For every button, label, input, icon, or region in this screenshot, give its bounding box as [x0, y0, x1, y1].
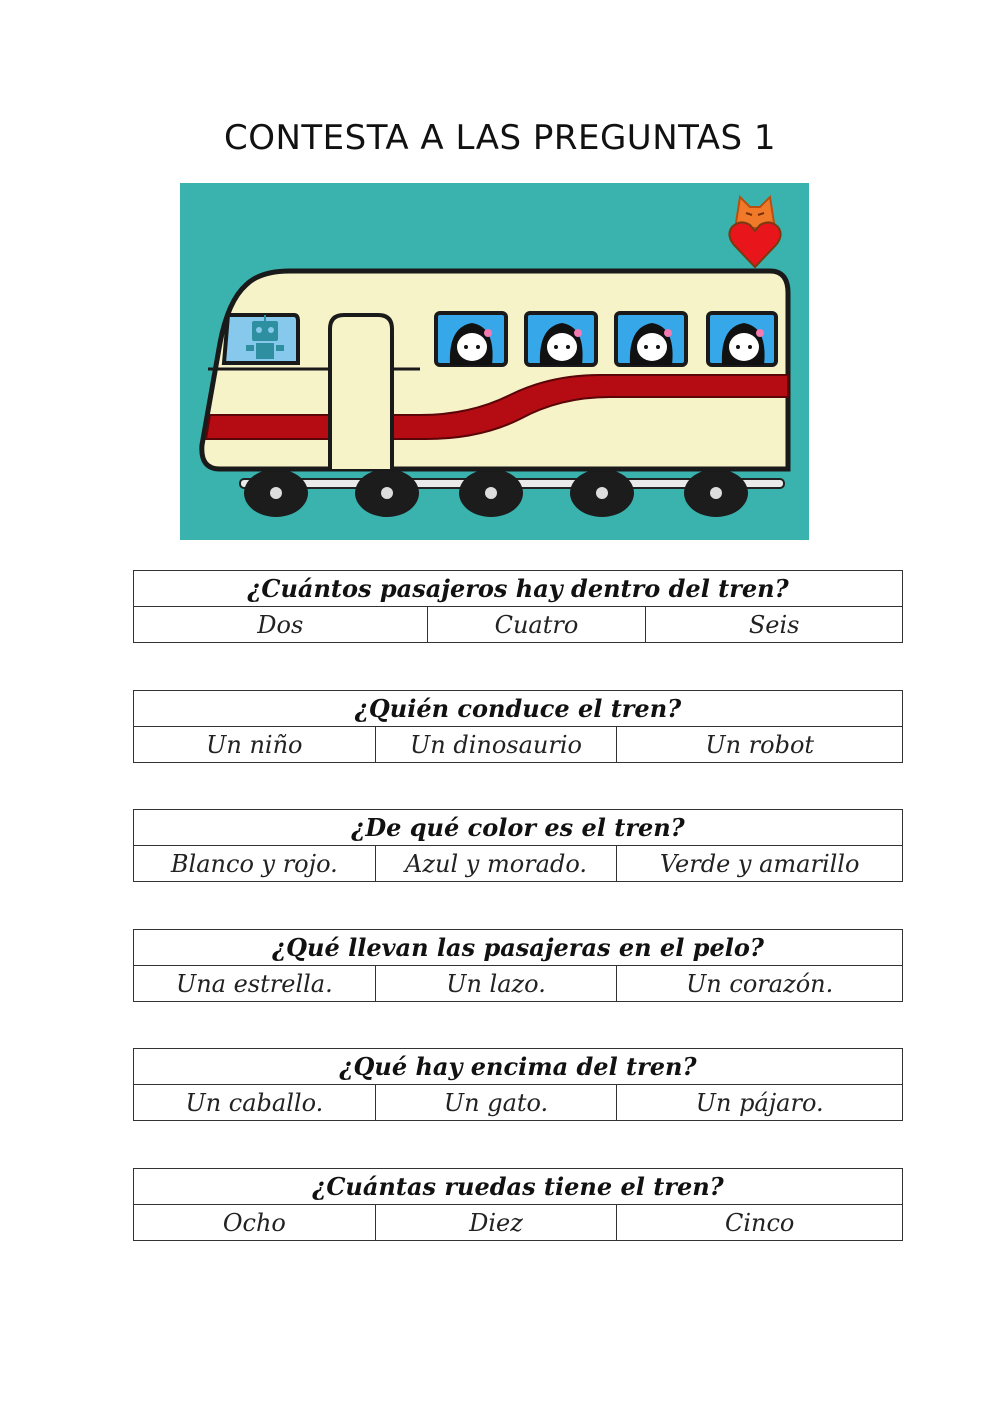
robot-driver	[224, 315, 298, 363]
answer-option[interactable]: Un niño	[134, 727, 376, 763]
question-text: ¿Qué hay encima del tren?	[134, 1049, 903, 1085]
answer-option[interactable]: Dos	[134, 607, 428, 643]
answer-option[interactable]: Un lazo.	[375, 966, 617, 1002]
question-table	[133, 570, 903, 643]
answer-option[interactable]: Azul y morado.	[375, 846, 617, 882]
wheel-icon	[244, 469, 308, 517]
question-text: ¿Quién conduce el tren?	[134, 691, 903, 727]
answer-option[interactable]: Verde y amarillo	[617, 846, 903, 882]
question-text: ¿Qué llevan las pasajeras en el pelo?	[134, 930, 903, 966]
answer-option[interactable]: Un corazón.	[617, 966, 903, 1002]
answer-option[interactable]: Cuatro	[427, 607, 646, 643]
wheel-icon	[570, 469, 634, 517]
wheel-icon	[459, 469, 523, 517]
answer-option[interactable]: Un pájaro.	[617, 1085, 903, 1121]
answer-option[interactable]: Un gato.	[375, 1085, 617, 1121]
answer-option[interactable]: Cinco	[617, 1205, 903, 1241]
answer-option[interactable]: Un robot	[617, 727, 903, 763]
answer-option[interactable]: Un caballo.	[134, 1085, 376, 1121]
girl-passenger-icon	[526, 313, 596, 365]
question-text: ¿Cuántos pasajeros hay dentro del tren?	[134, 571, 903, 607]
answer-option[interactable]: Blanco y rojo.	[134, 846, 376, 882]
page-title: CONTESTA A LAS PREGUNTAS 1	[223, 118, 777, 158]
girl-passenger-icon	[436, 313, 506, 365]
question-table	[133, 690, 903, 763]
answer-option[interactable]: Diez	[375, 1205, 617, 1241]
wheel-icon	[684, 469, 748, 517]
train-door	[330, 315, 392, 469]
wheel-icon	[355, 469, 419, 517]
question-table	[133, 809, 903, 882]
answer-option[interactable]: Una estrella.	[134, 966, 376, 1002]
question-table	[133, 1048, 903, 1121]
question-table	[133, 929, 903, 1002]
question-text: ¿Cuántas ruedas tiene el tren?	[134, 1169, 903, 1205]
train-illustration	[180, 183, 809, 540]
girl-passenger-icon	[616, 313, 686, 365]
answer-option[interactable]: Un dinosaurio	[375, 727, 617, 763]
question-table	[133, 1168, 903, 1241]
girl-passenger-icon	[708, 313, 776, 365]
answer-option[interactable]: Ocho	[134, 1205, 376, 1241]
question-text: ¿De qué color es el tren?	[134, 810, 903, 846]
answer-option[interactable]: Seis	[646, 607, 903, 643]
